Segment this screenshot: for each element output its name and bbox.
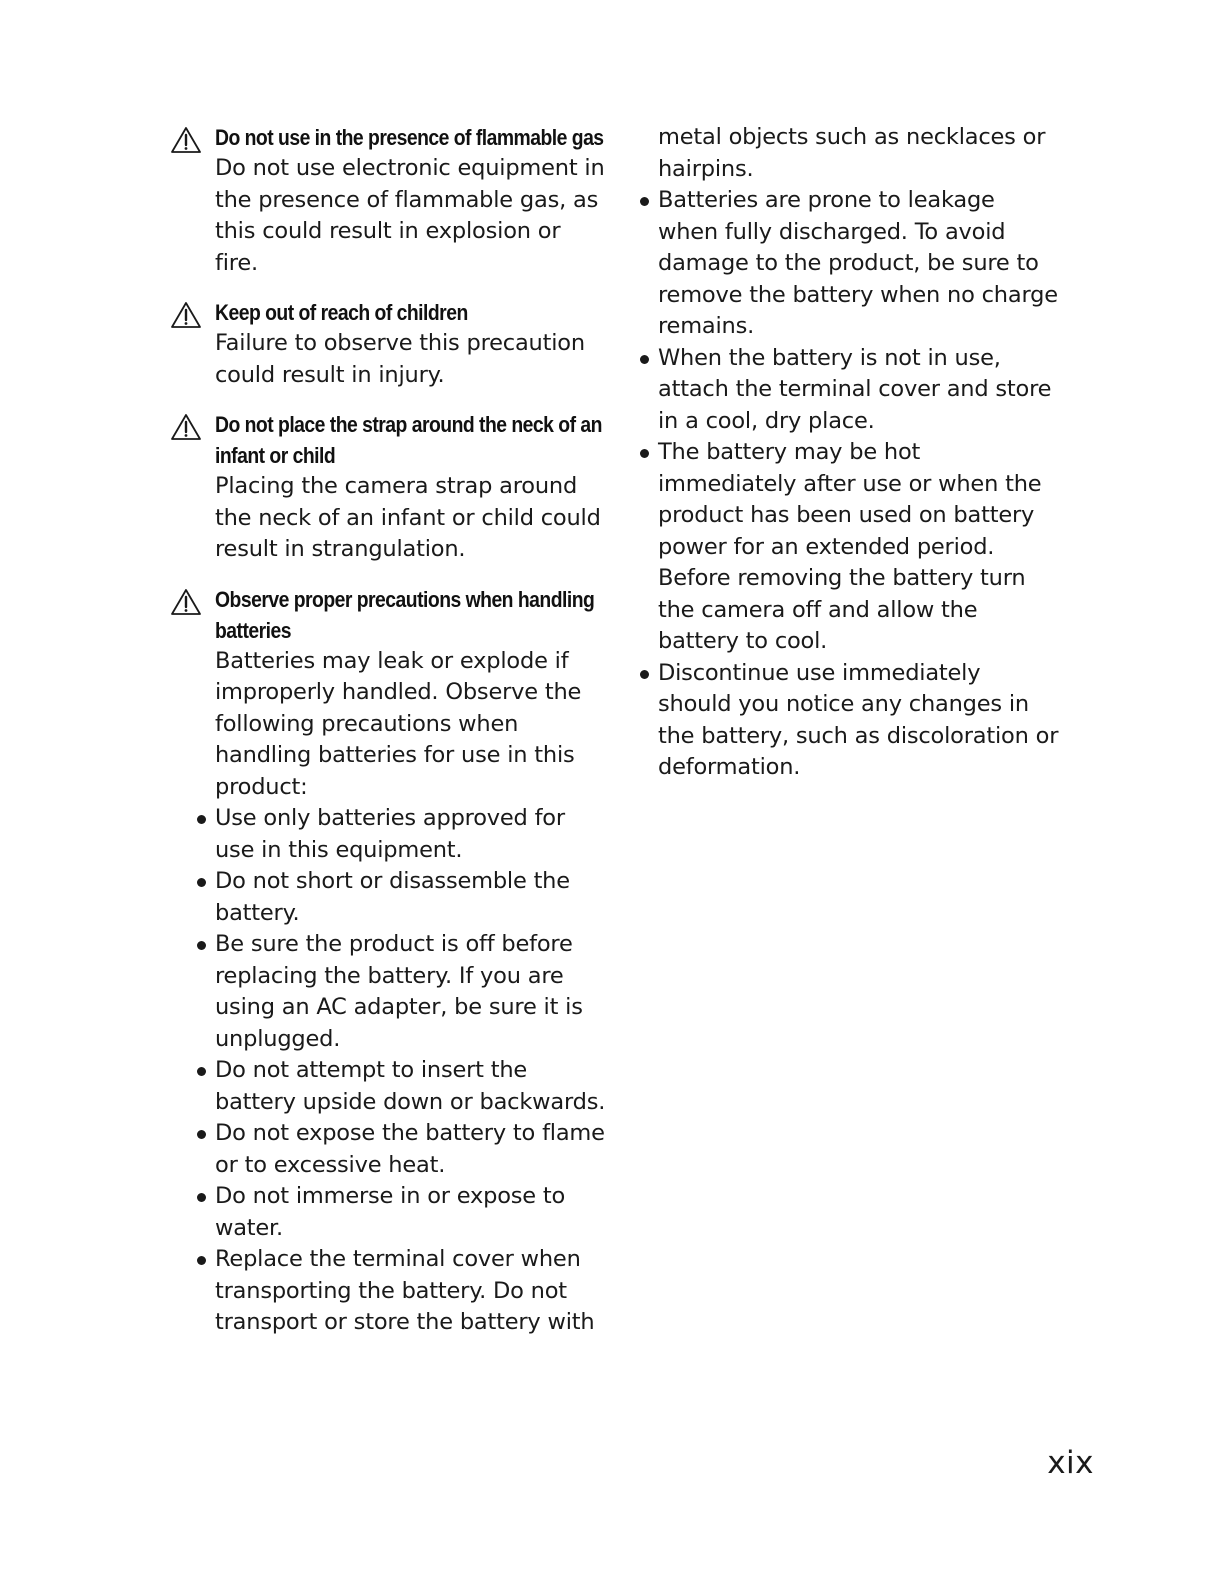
- list-item: [215, 1181, 610, 1244]
- bullet-icon: [640, 670, 649, 679]
- list-item-text: Use only batteries approved for use in this equipment.: [215, 805, 565, 863]
- warning-body: Placing the camera strap around the neck of an infant or child could result in strangulation.: [215, 473, 601, 562]
- bullet-icon: [640, 449, 649, 458]
- list-item: [658, 343, 1060, 438]
- list-item: [215, 1244, 610, 1339]
- warning-heading: Keep out of reach of children: [215, 300, 468, 325]
- warning-body: Failure to observe this precaution could result in injury.: [215, 330, 585, 388]
- bullet-icon: [197, 1130, 206, 1139]
- warning-flammable-gas: [170, 122, 610, 279]
- list-item: [658, 185, 1060, 343]
- list-item: [215, 1055, 610, 1118]
- list-item-text: Batteries are prone to leakage when fully discharged. To avoid damage to the product, be sure to remove the battery when no charge remains.: [658, 187, 1058, 339]
- bullet-icon: [197, 941, 206, 950]
- list-item: [215, 866, 610, 929]
- bullet-icon: [197, 1256, 206, 1265]
- list-item-text: Do not expose the battery to flame or to excessive heat.: [215, 1120, 605, 1178]
- battery-precautions-list-continued: [640, 122, 1060, 784]
- list-item-text: Do not immerse in or expose to water.: [215, 1183, 566, 1241]
- list-item-text: Be sure the product is off before replacing the battery. If you are using an AC adapter, be sure it is unplugged.: [215, 931, 583, 1052]
- warning-triangle-icon: [170, 301, 202, 329]
- list-item-text: metal objects such as necklaces or hairpins.: [658, 124, 1046, 182]
- right-column: [640, 122, 1060, 784]
- bullet-icon: [197, 878, 206, 887]
- warning-heading: Do not place the strap around the neck of an infant or child: [215, 412, 602, 468]
- list-item-text: Discontinue use immediately should you notice any changes in the battery, such as discoloration or deformation.: [658, 659, 1059, 780]
- list-item: [658, 437, 1060, 658]
- warning-heading: Observe proper precautions when handling batteries: [215, 586, 595, 643]
- list-item-text: Replace the terminal cover when transporting the battery. Do not transport or store the battery with: [215, 1246, 595, 1335]
- list-item: [215, 1118, 610, 1181]
- battery-precautions-list: [170, 803, 610, 1339]
- list-item: [215, 929, 610, 1055]
- warning-batteries: [170, 584, 610, 804]
- warning-strap: [170, 409, 610, 566]
- list-item: [658, 658, 1060, 784]
- bullet-icon: [197, 1067, 206, 1076]
- bullet-icon: [640, 197, 649, 206]
- list-item-text: When the battery is not in use, attach the terminal cover and store in a cool, dry place.: [658, 344, 1052, 434]
- warning-triangle-icon: [170, 588, 202, 616]
- list-item-text: Do not attempt to insert the battery upside down or backwards.: [215, 1057, 606, 1115]
- list-item-text: The battery may be hot immediately after use or when the product has been used on battery power for an extended period. Before removing the battery turn the camera off and allow the battery to cool.: [658, 439, 1042, 654]
- list-item-text: Do not short or disassemble the battery.: [215, 868, 570, 926]
- list-item: [215, 803, 610, 866]
- warning-body: Do not use electronic equipment in the presence of flammable gas, as this could result in explosion or fire.: [215, 155, 605, 276]
- list-item-continuation: [658, 122, 1060, 185]
- left-column: [170, 122, 610, 1339]
- warning-body: Batteries may leak or explode if improperly handled. Observe the following precautions when handling batteries for use in this product:: [215, 647, 582, 800]
- page-number: xix: [1047, 1445, 1094, 1481]
- warning-heading: Do not use in the presence of flammable gas: [215, 125, 604, 150]
- warning-triangle-icon: [170, 413, 202, 441]
- bullet-icon: [197, 1193, 206, 1202]
- warning-triangle-icon: [170, 126, 202, 154]
- warning-children: [170, 297, 610, 391]
- bullet-icon: [640, 355, 649, 364]
- bullet-icon: [197, 815, 206, 824]
